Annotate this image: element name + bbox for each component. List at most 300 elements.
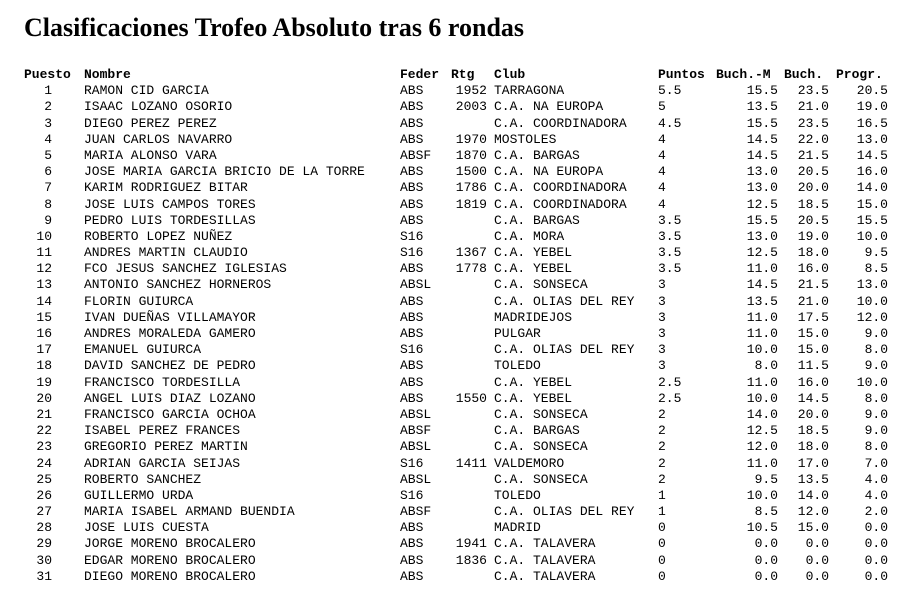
cell-puesto: 27 xyxy=(36,504,52,520)
cell-buch: 21.0 xyxy=(797,293,829,309)
cell-feder: ABS xyxy=(400,99,424,115)
header-club: Club xyxy=(494,67,526,82)
cell-club: C.A. COORDINADORA xyxy=(494,115,627,131)
cell-puesto: 7 xyxy=(44,180,52,196)
cell-club: VALDEMORO xyxy=(494,455,565,471)
header-puesto: Puesto xyxy=(24,67,71,82)
cell-buch: 20.5 xyxy=(797,164,829,180)
cell-buch: 15.0 xyxy=(797,326,829,341)
cell-buch-m: 0.0 xyxy=(754,552,778,568)
cell-progr: 8.0 xyxy=(864,342,888,358)
cell-progr: 0.0 xyxy=(864,536,888,552)
cell-buch: 23.5 xyxy=(797,115,829,131)
cell-buch-m: 14.0 xyxy=(746,406,778,422)
cell-feder: ABS xyxy=(400,164,424,180)
cell-puesto: 5 xyxy=(44,147,52,163)
cell-club: TOLEDO xyxy=(494,358,541,374)
cell-buch: 21.0 xyxy=(797,99,829,115)
cell-rtg: 1952 xyxy=(455,83,487,99)
cell-nombre: ANGEL LUIS DIAZ LOZANO xyxy=(84,390,256,406)
cell-puntos: 2 xyxy=(658,455,666,471)
cell-puesto: 24 xyxy=(36,455,52,471)
cell-rtg: 1836 xyxy=(455,552,487,568)
cell-progr: 4.0 xyxy=(864,471,888,487)
cell-rtg: 1786 xyxy=(455,180,487,196)
cell-progr: 9.0 xyxy=(864,406,888,422)
cell-buch: 0.0 xyxy=(805,536,829,552)
table-row xyxy=(24,293,888,310)
cell-puntos: 3 xyxy=(658,342,666,358)
cell-rtg: 1500 xyxy=(455,164,487,180)
table-row xyxy=(24,536,888,552)
cell-progr: 0.0 xyxy=(864,520,888,536)
cell-nombre: ISAAC LOZANO OSORIO xyxy=(84,99,233,115)
table-row xyxy=(24,212,888,229)
cell-nombre: JORGE MORENO BROCALERO xyxy=(84,536,256,552)
cell-progr: 9.0 xyxy=(864,358,888,374)
table-row xyxy=(24,228,888,245)
cell-club: C.A. COORDINADORA xyxy=(494,196,627,212)
header-nombre: Nombre xyxy=(84,67,131,82)
cell-puntos: 0 xyxy=(658,568,666,584)
cell-buch-m: 13.0 xyxy=(746,164,778,180)
cell-nombre: JOSE LUIS CAMPOS TORES xyxy=(84,196,256,212)
cell-puntos: 2 xyxy=(658,423,666,439)
cell-nombre: MARIA ALONSO VARA xyxy=(84,147,217,163)
cell-progr: 13.0 xyxy=(856,277,888,293)
cell-buch: 18.0 xyxy=(797,245,829,261)
cell-club: C.A. TALAVERA xyxy=(494,536,596,552)
cell-buch: 14.5 xyxy=(797,390,829,406)
header-feder: Feder xyxy=(400,67,440,82)
cell-progr: 14.5 xyxy=(856,147,888,163)
cell-club: C.A. NA EUROPA xyxy=(494,99,604,115)
cell-puesto: 9 xyxy=(44,212,52,228)
cell-puesto: 14 xyxy=(36,293,52,309)
cell-buch: 17.0 xyxy=(797,455,829,471)
cell-buch-m: 0.0 xyxy=(754,568,778,584)
cell-club: C.A. OLIAS DEL REY xyxy=(494,293,635,309)
cell-puesto: 4 xyxy=(44,131,52,147)
cell-puntos: 3 xyxy=(658,293,666,309)
table-row xyxy=(24,504,888,520)
cell-progr: 9.5 xyxy=(864,245,888,261)
cell-rtg: 1819 xyxy=(455,196,487,212)
cell-buch-m: 0.0 xyxy=(754,536,778,552)
cell-progr: 14.0 xyxy=(856,180,888,196)
table-row xyxy=(24,406,888,423)
table-row xyxy=(24,358,888,374)
table-row xyxy=(24,487,888,504)
cell-buch: 18.5 xyxy=(797,196,829,212)
cell-puesto: 23 xyxy=(36,439,52,455)
table-row xyxy=(24,455,888,472)
cell-feder: ABS xyxy=(400,115,424,131)
cell-buch-m: 9.5 xyxy=(754,471,778,487)
cell-buch-m: 14.5 xyxy=(746,131,778,147)
cell-puntos: 1 xyxy=(658,504,666,520)
cell-buch: 17.5 xyxy=(797,309,829,325)
table-row xyxy=(24,180,888,196)
cell-buch: 16.0 xyxy=(797,374,829,390)
table-row xyxy=(24,164,888,180)
cell-rtg: 1367 xyxy=(455,245,487,261)
cell-puesto: 29 xyxy=(36,536,52,552)
cell-club: C.A. SONSECA xyxy=(494,471,588,487)
cell-puntos: 3 xyxy=(658,326,666,341)
table-row xyxy=(24,115,888,132)
cell-feder: ABSL xyxy=(400,406,432,422)
cell-nombre: ADRIAN GARCIA SEIJAS xyxy=(84,455,241,471)
table-header xyxy=(24,67,883,83)
cell-nombre: EMANUEL GUIURCA xyxy=(84,342,202,358)
cell-buch: 14.0 xyxy=(797,487,829,503)
table-row xyxy=(24,390,888,407)
table-row xyxy=(24,309,888,326)
cell-feder: ABS xyxy=(400,326,424,341)
cell-buch-m: 13.0 xyxy=(746,180,778,196)
cell-club: C.A. OLIAS DEL REY xyxy=(494,342,635,358)
cell-buch-m: 13.0 xyxy=(746,228,778,244)
cell-rtg: 1970 xyxy=(455,131,487,147)
table-row xyxy=(24,83,888,99)
cell-club: C.A. OLIAS DEL REY xyxy=(494,504,635,520)
cell-progr: 7.0 xyxy=(864,455,888,471)
cell-buch: 0.0 xyxy=(805,568,829,584)
cell-progr: 16.0 xyxy=(856,164,888,180)
header-rtg: Rtg xyxy=(451,67,475,82)
cell-club: C.A. YEBEL xyxy=(494,245,573,261)
cell-nombre: ROBERTO SANCHEZ xyxy=(84,471,202,487)
cell-feder: ABS xyxy=(400,196,424,212)
cell-rtg: 1870 xyxy=(455,147,487,163)
cell-nombre: FRANCISCO TORDESILLA xyxy=(84,374,241,390)
cell-nombre: IVAN DUEÑAS VILLAMAYOR xyxy=(84,309,256,325)
cell-buch: 20.0 xyxy=(797,406,829,422)
cell-buch-m: 13.5 xyxy=(746,99,778,115)
cell-feder: S16 xyxy=(400,455,424,471)
cell-puntos: 4 xyxy=(658,164,666,180)
cell-puntos: 3.5 xyxy=(658,212,682,228)
cell-puesto: 12 xyxy=(36,261,52,277)
table-row xyxy=(24,568,888,585)
cell-progr: 2.0 xyxy=(864,504,888,520)
cell-buch-m: 11.0 xyxy=(746,309,778,325)
cell-nombre: RAMON CID GARCIA xyxy=(84,83,209,99)
cell-puntos: 3.5 xyxy=(658,261,682,277)
cell-buch-m: 12.5 xyxy=(746,245,778,261)
table-body xyxy=(24,83,888,585)
cell-puesto: 16 xyxy=(36,326,52,341)
cell-buch-m: 13.5 xyxy=(746,293,778,309)
cell-nombre: FRANCISCO GARCIA OCHOA xyxy=(84,406,256,422)
cell-feder: ABSF xyxy=(400,147,432,163)
cell-feder: ABS xyxy=(400,536,424,552)
standings-table xyxy=(24,67,888,585)
cell-club: C.A. BARGAS xyxy=(494,212,580,228)
cell-puesto: 2 xyxy=(44,99,52,115)
cell-buch-m: 15.5 xyxy=(746,212,778,228)
cell-feder: ABSF xyxy=(400,423,432,439)
cell-nombre: PEDRO LUIS TORDESILLAS xyxy=(84,212,256,228)
cell-buch-m: 11.0 xyxy=(746,455,778,471)
cell-buch: 16.0 xyxy=(797,261,829,277)
cell-nombre: ISABEL PEREZ FRANCES xyxy=(84,423,241,439)
cell-buch-m: 12.0 xyxy=(746,439,778,455)
cell-feder: S16 xyxy=(400,487,424,503)
cell-club: C.A. MORA xyxy=(494,228,565,244)
cell-buch-m: 11.0 xyxy=(746,326,778,341)
cell-club: C.A. YEBEL xyxy=(494,261,573,277)
cell-buch: 23.5 xyxy=(797,83,829,99)
cell-puntos: 3 xyxy=(658,309,666,325)
cell-rtg: 1411 xyxy=(455,455,487,471)
cell-club: C.A. SONSECA xyxy=(494,406,588,422)
cell-buch: 0.0 xyxy=(805,552,829,568)
table-row xyxy=(24,342,888,358)
cell-rtg: 1550 xyxy=(455,390,487,406)
cell-feder: ABS xyxy=(400,131,424,147)
cell-buch-m: 11.0 xyxy=(746,374,778,390)
cell-puesto: 13 xyxy=(36,277,52,293)
cell-feder: ABS xyxy=(400,374,424,390)
cell-feder: ABSF xyxy=(400,504,432,520)
cell-puntos: 2 xyxy=(658,439,666,455)
table-row xyxy=(24,131,888,148)
cell-progr: 4.0 xyxy=(864,487,888,503)
cell-feder: ABS xyxy=(400,293,424,309)
cell-nombre: FLORIN GUIURCA xyxy=(84,293,194,309)
header-buch: Buch. xyxy=(784,67,824,82)
cell-puntos: 4.5 xyxy=(658,115,682,131)
cell-progr: 9.0 xyxy=(864,326,888,341)
cell-puesto: 30 xyxy=(36,552,52,568)
cell-feder: ABS xyxy=(400,212,424,228)
cell-rtg: 1941 xyxy=(455,536,487,552)
cell-rtg: 2003 xyxy=(455,99,487,115)
cell-nombre: JUAN CARLOS NAVARRO xyxy=(84,131,233,147)
cell-buch-m: 10.0 xyxy=(746,342,778,358)
cell-club: C.A. BARGAS xyxy=(494,423,580,439)
table-row xyxy=(24,261,888,277)
table-row xyxy=(24,439,888,455)
cell-puesto: 1 xyxy=(44,83,52,99)
cell-club: C.A. SONSECA xyxy=(494,277,588,293)
cell-club: MADRID xyxy=(494,520,541,536)
cell-feder: ABS xyxy=(400,568,424,584)
cell-nombre: ANDRES MORALEDA GAMERO xyxy=(84,326,256,341)
cell-feder: ABS xyxy=(400,358,424,374)
cell-feder: S16 xyxy=(400,245,424,261)
table-row xyxy=(24,520,888,536)
cell-nombre: KARIM RODRIGUEZ BITAR xyxy=(84,180,248,196)
cell-puntos: 0 xyxy=(658,552,666,568)
cell-buch-m: 8.0 xyxy=(754,358,778,374)
cell-nombre: GREGORIO PEREZ MARTIN xyxy=(84,439,248,455)
cell-progr: 8.5 xyxy=(864,261,888,277)
cell-club: C.A. NA EUROPA xyxy=(494,164,604,180)
cell-buch: 19.0 xyxy=(797,228,829,244)
cell-buch: 22.0 xyxy=(797,131,829,147)
cell-puesto: 26 xyxy=(36,487,52,503)
cell-progr: 12.0 xyxy=(856,309,888,325)
cell-progr: 15.0 xyxy=(856,196,888,212)
cell-nombre: DAVID SANCHEZ DE PEDRO xyxy=(84,358,256,374)
cell-club: C.A. SONSECA xyxy=(494,439,588,455)
cell-puntos: 4 xyxy=(658,180,666,196)
cell-puntos: 3.5 xyxy=(658,228,682,244)
cell-feder: ABSL xyxy=(400,277,432,293)
cell-nombre: JOSE LUIS CUESTA xyxy=(84,520,209,536)
cell-nombre: GUILLERMO URDA xyxy=(84,487,194,503)
cell-nombre: EDGAR MORENO BROCALERO xyxy=(84,552,256,568)
cell-puesto: 6 xyxy=(44,164,52,180)
cell-nombre: DIEGO PEREZ PEREZ xyxy=(84,115,217,131)
cell-puntos: 0 xyxy=(658,520,666,536)
cell-buch-m: 11.0 xyxy=(746,261,778,277)
cell-club: TARRAGONA xyxy=(494,83,565,99)
cell-feder: ABS xyxy=(400,309,424,325)
cell-feder: ABS xyxy=(400,520,424,536)
cell-progr: 10.0 xyxy=(856,374,888,390)
cell-puntos: 3 xyxy=(658,277,666,293)
cell-progr: 10.0 xyxy=(856,228,888,244)
cell-buch: 21.5 xyxy=(797,277,829,293)
cell-buch-m: 14.5 xyxy=(746,277,778,293)
header-buch-m: Buch.-M xyxy=(716,67,771,82)
cell-nombre: ANTONIO SANCHEZ HORNEROS xyxy=(84,277,272,293)
cell-club: C.A. BARGAS xyxy=(494,147,580,163)
table-row xyxy=(24,552,888,569)
cell-buch-m: 15.5 xyxy=(746,83,778,99)
cell-club: MADRIDEJOS xyxy=(494,309,573,325)
cell-puntos: 1 xyxy=(658,487,666,503)
cell-progr: 8.0 xyxy=(864,439,888,455)
cell-puesto: 31 xyxy=(36,568,52,584)
cell-puesto: 3 xyxy=(44,115,52,131)
cell-feder: ABSL xyxy=(400,471,432,487)
table-row xyxy=(24,99,888,115)
cell-nombre: FCO JESUS SANCHEZ IGLESIAS xyxy=(84,261,287,277)
cell-club: C.A. YEBEL xyxy=(494,374,573,390)
cell-buch-m: 12.5 xyxy=(746,196,778,212)
cell-puntos: 3.5 xyxy=(658,245,682,261)
cell-buch: 13.5 xyxy=(797,471,829,487)
cell-nombre: MARIA ISABEL ARMAND BUENDIA xyxy=(84,504,295,520)
cell-progr: 20.5 xyxy=(856,83,888,99)
cell-progr: 8.0 xyxy=(864,390,888,406)
cell-buch-m: 8.5 xyxy=(754,504,778,520)
cell-nombre: JOSE MARIA GARCIA BRICIO DE LA TORRE xyxy=(84,164,365,180)
cell-puesto: 15 xyxy=(36,309,52,325)
cell-feder: ABS xyxy=(400,261,424,277)
table-row xyxy=(24,147,888,164)
cell-puntos: 5 xyxy=(658,99,666,115)
cell-puesto: 8 xyxy=(44,196,52,212)
cell-feder: ABS xyxy=(400,180,424,196)
cell-buch: 12.0 xyxy=(797,504,829,520)
cell-progr: 13.0 xyxy=(856,131,888,147)
cell-club: C.A. COORDINADORA xyxy=(494,180,627,196)
cell-club: C.A. TALAVERA xyxy=(494,552,596,568)
cell-progr: 10.0 xyxy=(856,293,888,309)
cell-puesto: 20 xyxy=(36,390,52,406)
cell-puntos: 2.5 xyxy=(658,390,682,406)
cell-rtg: 1778 xyxy=(455,261,487,277)
cell-nombre: ROBERTO LOPEZ NUÑEZ xyxy=(84,228,233,244)
cell-buch: 11.5 xyxy=(797,358,829,374)
cell-nombre: DIEGO MORENO BROCALERO xyxy=(84,568,256,584)
header-progr: Progr. xyxy=(836,67,883,82)
cell-progr: 16.5 xyxy=(856,115,888,131)
cell-buch: 18.0 xyxy=(797,439,829,455)
cell-puesto: 17 xyxy=(36,342,52,358)
cell-buch: 15.0 xyxy=(797,342,829,358)
cell-club: C.A. TALAVERA xyxy=(494,568,596,584)
cell-puntos: 3 xyxy=(658,358,666,374)
cell-buch-m: 15.5 xyxy=(746,115,778,131)
cell-feder: S16 xyxy=(400,228,424,244)
cell-puesto: 11 xyxy=(36,245,52,261)
cell-puntos: 2 xyxy=(658,406,666,422)
cell-puntos: 2.5 xyxy=(658,374,682,390)
table-row xyxy=(24,196,888,213)
cell-buch-m: 14.5 xyxy=(746,147,778,163)
cell-progr: 9.0 xyxy=(864,423,888,439)
table-row xyxy=(24,374,888,391)
cell-buch-m: 10.5 xyxy=(746,520,778,536)
cell-puntos: 0 xyxy=(658,536,666,552)
page-title: Clasificaciones Trofeo Absoluto tras 6 rondas xyxy=(24,13,525,42)
cell-puntos: 4 xyxy=(658,131,666,147)
table-row xyxy=(24,326,888,342)
cell-progr: 15.5 xyxy=(856,212,888,228)
cell-feder: ABS xyxy=(400,390,424,406)
table-row xyxy=(24,423,888,439)
cell-buch: 18.5 xyxy=(797,423,829,439)
cell-puesto: 25 xyxy=(36,471,52,487)
cell-progr: 0.0 xyxy=(864,568,888,584)
cell-progr: 0.0 xyxy=(864,552,888,568)
cell-feder: ABS xyxy=(400,83,424,99)
cell-puntos: 2 xyxy=(658,471,666,487)
table-row xyxy=(24,245,888,261)
cell-puntos: 4 xyxy=(658,196,666,212)
cell-buch-m: 12.5 xyxy=(746,423,778,439)
cell-club: C.A. YEBEL xyxy=(494,390,573,406)
cell-club: MOSTOLES xyxy=(494,131,557,147)
cell-buch: 20.0 xyxy=(797,180,829,196)
cell-feder: S16 xyxy=(400,342,424,358)
cell-puesto: 22 xyxy=(36,423,52,439)
cell-puesto: 18 xyxy=(36,358,52,374)
cell-puesto: 19 xyxy=(36,374,52,390)
cell-club: TOLEDO xyxy=(494,487,541,503)
cell-nombre: ANDRES MARTIN CLAUDIO xyxy=(84,245,248,261)
cell-buch-m: 10.0 xyxy=(746,390,778,406)
table-row xyxy=(24,471,888,488)
cell-buch-m: 10.0 xyxy=(746,487,778,503)
cell-buch: 21.5 xyxy=(797,147,829,163)
cell-puntos: 5.5 xyxy=(658,83,682,99)
cell-puesto: 28 xyxy=(36,520,52,536)
cell-progr: 19.0 xyxy=(856,99,888,115)
cell-club: PULGAR xyxy=(494,326,541,341)
cell-puesto: 21 xyxy=(36,406,52,422)
cell-puesto: 10 xyxy=(36,228,52,244)
table-row xyxy=(24,277,888,293)
cell-buch: 20.5 xyxy=(797,212,829,228)
